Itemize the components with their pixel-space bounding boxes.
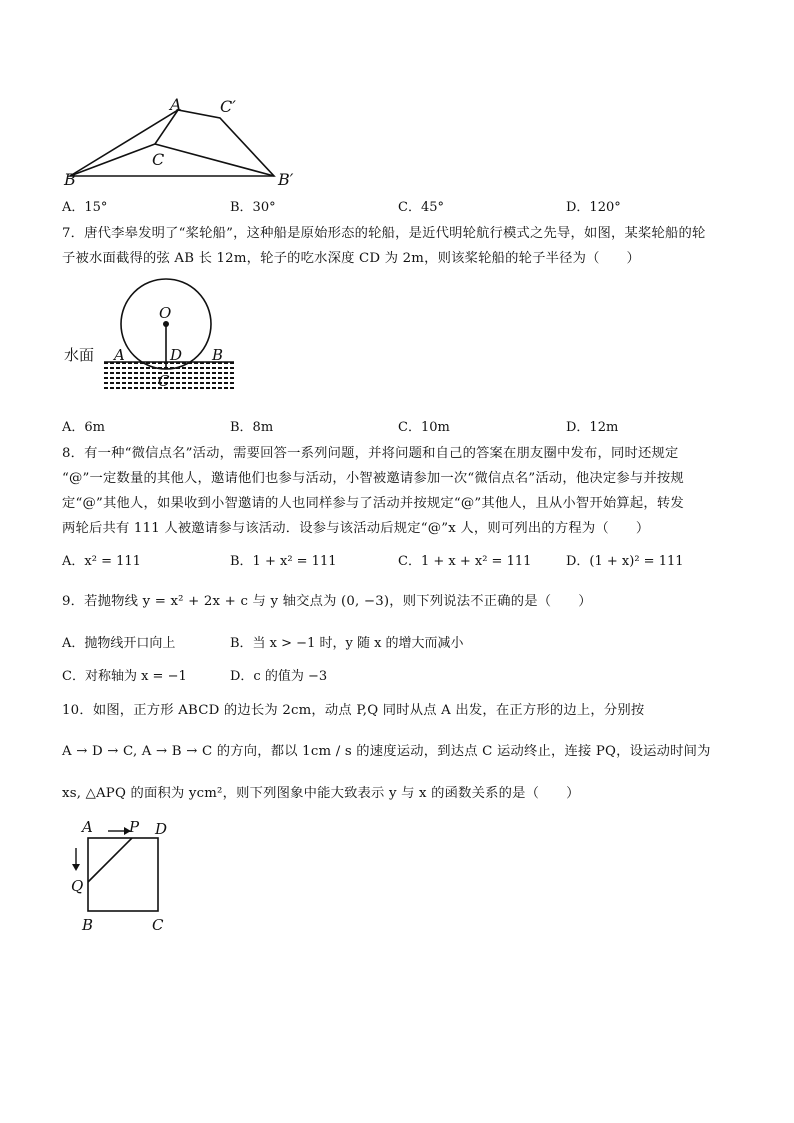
label-D: D bbox=[155, 820, 168, 838]
q8-option-b[interactable]: B．1 + x² = 111 bbox=[230, 554, 337, 569]
q9-option-a[interactable]: A．抛物线开口向上 bbox=[62, 636, 176, 651]
label-O: O bbox=[159, 304, 172, 322]
label-B: B bbox=[212, 346, 224, 364]
label-Q: Q bbox=[71, 877, 84, 895]
q9-option-d[interactable]: D．c 的值为 −3 bbox=[230, 669, 328, 684]
label-C-prime: C′ bbox=[220, 97, 236, 116]
q7-option-c[interactable]: C．10m bbox=[398, 420, 450, 435]
q9-option-c[interactable]: C．对称轴为 x = −1 bbox=[62, 669, 187, 684]
q8-option-d[interactable]: D．(1 + x)² = 111 bbox=[566, 554, 684, 569]
label-B: B bbox=[64, 170, 76, 189]
label-B: B bbox=[82, 916, 94, 934]
water-surface-label: 水面 bbox=[64, 346, 95, 364]
label-C: C bbox=[152, 150, 165, 169]
paddle-wheel-figure bbox=[62, 276, 242, 396]
label-A: A bbox=[114, 346, 125, 364]
q10-stem-line-3: xs, △APQ 的面积为 ycm²，则下列图象中能大致表示 y 与 x 的函数关系的是（ ） bbox=[62, 786, 580, 801]
triangle-rotation-figure bbox=[60, 92, 320, 192]
q9-option-b[interactable]: B．当 x > −1 时，y 随 x 的增大而减小 bbox=[230, 636, 464, 651]
label-C: C bbox=[158, 372, 170, 390]
q9-stem-line-1: 9．若抛物线 y = x² + 2x + c 与 y 轴交点为 (0, −3)，则下列说法不正确的是（ ） bbox=[62, 594, 592, 609]
q8-stem-line-4: 两轮后共有 111 人被邀请参与该活动．设参与该活动后规定“@”x 人，则可列出的方程为（ ） bbox=[62, 521, 650, 536]
q7-stem-line-1: 7．唐代李皋发明了“桨轮船”，这种船是原始形态的轮船，是近代明轮航行模式之先导，如图，某桨轮船的轮 bbox=[62, 226, 706, 241]
label-D: D bbox=[170, 346, 183, 364]
label-P: P bbox=[129, 818, 140, 836]
q8-stem-line-1: 8．有一种“微信点名”活动，需要回答一系列问题，并将问题和自己的答案在朋友圈中发布，同时还规定 bbox=[62, 446, 679, 461]
q6-option-a[interactable]: A．15° bbox=[62, 200, 108, 215]
q7-option-d[interactable]: D．12m bbox=[566, 420, 619, 435]
label-C: C bbox=[152, 916, 164, 934]
q6-option-b[interactable]: B．30° bbox=[230, 200, 276, 215]
q7-option-b[interactable]: B．8m bbox=[230, 420, 274, 435]
label-A: A bbox=[170, 95, 182, 114]
q10-stem-line-1: 10．如图，正方形 ABCD 的边长为 2cm，动点 P,Q 同时从点 A 出发，在正方形的边上，分别按 bbox=[62, 703, 645, 718]
q8-stem-line-2: “@”一定数量的其他人，邀请他们也参与活动，小智被邀请参加一次“微信点名”活动，他决定参与并按规 bbox=[62, 471, 684, 486]
q8-option-c[interactable]: C．1 + x + x² = 111 bbox=[398, 554, 532, 569]
q7-stem-line-2: 子被水面截得的弦 AB 长 12m，轮子的吃水深度 CD 为 2m，则该桨轮船的轮子半径为（ ） bbox=[62, 251, 641, 266]
q6-option-c[interactable]: C．45° bbox=[398, 200, 444, 215]
q8-option-a[interactable]: A．x² = 111 bbox=[62, 554, 141, 569]
q8-stem-line-3: 定“@”其他人，如果收到小智邀请的人也同样参与了活动并按规定“@”其他人，且从小智开始算起，转发 bbox=[62, 496, 684, 511]
q6-option-d[interactable]: D．120° bbox=[566, 200, 621, 215]
q7-option-a[interactable]: A．6m bbox=[62, 420, 105, 435]
q10-stem-line-2: A → D → C, A → B → C 的方向，都以 1cm / s 的速度运动，到达点 C 运动终止，连接 PQ，设运动时间为 bbox=[62, 744, 711, 759]
square-moving-points-figure bbox=[66, 818, 176, 936]
label-A: A bbox=[82, 818, 93, 836]
label-B-prime: B′ bbox=[278, 170, 294, 189]
